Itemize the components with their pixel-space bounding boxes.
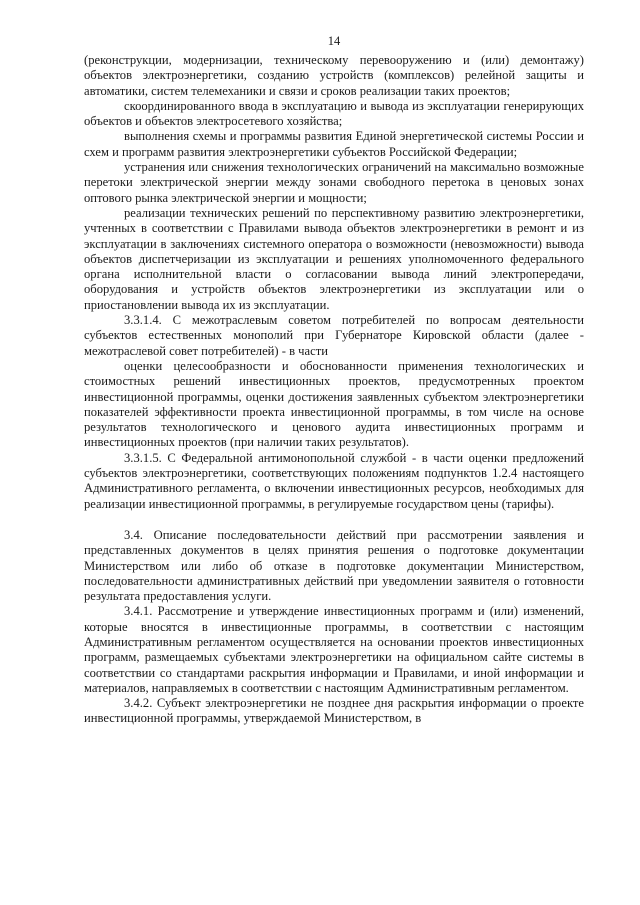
paragraph: (реконструкции, модернизации, техническому перевооружению и (или) демонтажу) объектов электроэнергетики, созданию устройств (комплексов) релейной защиты и автоматики, систем телемеханики и связи и сроков реализации таких проектов;: [84, 53, 584, 98]
page-number: 14: [327, 34, 341, 48]
paragraph: устранения или снижения технологических ограничений на максимально возможные перетоки электрической энергии между зонами свободного перетока в ценовых зонах оптового рынка электрической энергии и мощности;: [84, 160, 584, 205]
paragraph: 3.4.1. Рассмотрение и утверждение инвестиционных программ и (или) изменений, которые вносятся в инвестиционные программы, в соответствии с настоящим Административным регламентом осуществляется на основании проектов инвестиционных программ, размещаемых субъектами электроэнергетики на официальном сайте системы в соответствии со стандартами раскрытия информации и Правилами, и иной информации и материалов, направляемых в соответствии с настоящим Административным регламентом.: [84, 604, 584, 695]
paragraph: выполнения схемы и программы развития Единой энергетической системы России и схем и программ развития электроэнергетики субъектов Российской Федерации;: [84, 129, 584, 159]
paragraph: реализации технических решений по перспективному развитию электроэнергетики, учтенных в соответствии с Правилами вывода объектов электроэнергетики в ремонт и из эксплуатации в заключениях системного оператора о возможности (невозможности) вывода объектов диспетчеризации из эксплуатации и решениях уполномоченного федерального органа исполнительной власти о согласовании вывода линий электропередачи, оборудования и устройств объектов электроэнергетики из эксплуатации или о приостановлении вывода их из эксплуатации.: [84, 205, 584, 312]
paragraph: оценки целесообразности и обоснованности применения технологических и стоимостных решений инвестиционных проектов, предусмотренных проектом инвестиционной программы, оценки достижения заявленных субъектом электроэнергетики показателей эффективности проекта инвестиционной программы, в том числе на основе результатов технологического и ценового аудита инвестиционных программ и инвестиционных проектов (при наличии таких результатов).: [84, 358, 584, 450]
paragraph: 3.4. Описание последовательности действий при рассмотрении заявления и представленных документов в целях принятия решения о подготовке документации Министерством или либо об отказе в подготовке документации Министерством, последовательности административных действий при уведомлении заявителя о готовности результата предоставления услуги.: [84, 527, 584, 604]
paragraph: 3.3.1.4. С межотраслевым советом потребителей по вопросам деятельности субъектов естественных монополий при Губернаторе Кировской области (далее - межотраслевой совет потребителей) - в части: [84, 313, 584, 358]
document-body: [84, 53, 584, 727]
paragraph: скоординированного ввода в эксплуатацию и вывода из эксплуатации генерирующих объектов и объектов электросетевого хозяйства;: [84, 98, 584, 129]
paragraph: 3.3.1.5. С Федеральной антимонопольной службой - в части оценки предложений субъектов электроэнергетики, соответствующих положениям подпунктов 1.2.4 настоящего Административного регламента, о включении инвестиционных ресурсов, необходимых для реализации инвестиционной программы, в регулируемые государством цены (тарифы).: [84, 450, 584, 511]
paragraph: 3.4.2. Субъект электроэнергетики не позднее дня раскрытия информации о проекте инвестиционной программы, утверждаемой Министерством, в: [84, 696, 584, 726]
